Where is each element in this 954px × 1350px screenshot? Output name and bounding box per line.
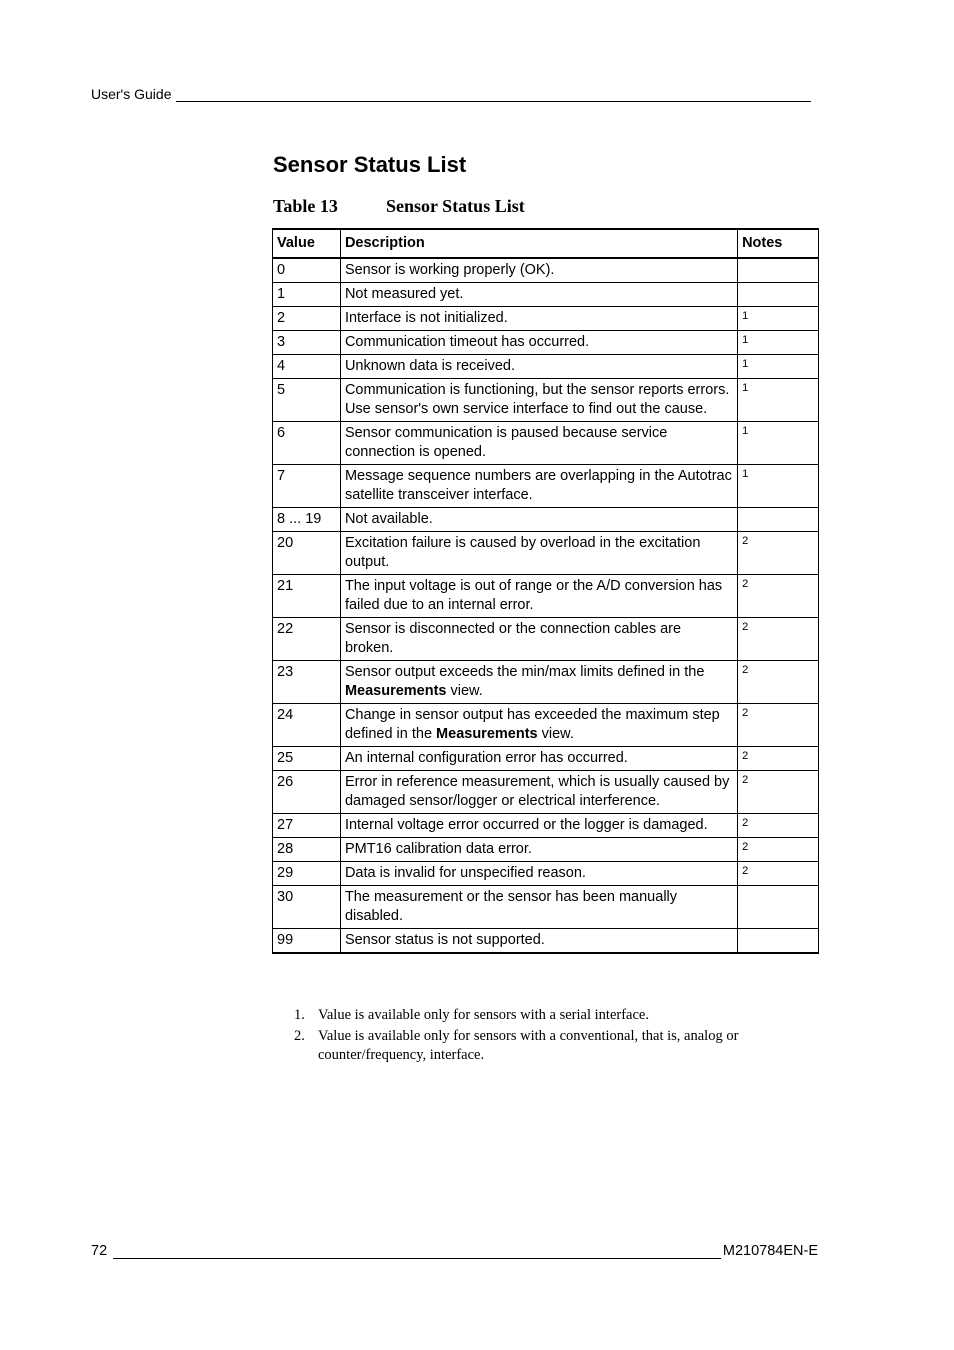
description-text: Sensor status is not supported. <box>344 932 545 948</box>
table-row <box>273 618 819 661</box>
page-number: 72 <box>91 1243 108 1259</box>
description-text: Sensor communication is paused because service connection is opened. <box>344 425 668 460</box>
status-description <box>340 379 737 422</box>
status-note: 2 <box>738 532 819 575</box>
status-description <box>340 355 737 379</box>
status-description <box>340 283 737 307</box>
status-note: 2 <box>738 747 819 771</box>
status-note: 1 <box>738 331 819 355</box>
sensor-status-table <box>272 228 819 954</box>
status-description <box>340 532 737 575</box>
description-text: Data is invalid for unspecified reason. <box>344 865 586 881</box>
document-code: M210784EN-E <box>722 1243 818 1259</box>
status-description <box>340 661 737 704</box>
status-description <box>340 886 737 929</box>
description-text: The measurement or the sensor has been manually disabled. <box>344 889 678 924</box>
description-text: The input voltage is out of range or the A/D conversion has failed due to an internal error. <box>344 578 723 613</box>
status-value: 20 <box>273 532 341 575</box>
footnote <box>294 1027 804 1066</box>
table-caption-number: Table 13 <box>273 196 338 216</box>
table-row <box>273 661 819 704</box>
table-row <box>273 508 819 532</box>
status-note: 2 <box>738 838 819 862</box>
footnote-number: 2. <box>294 1027 305 1044</box>
table-footnotes <box>294 1006 804 1067</box>
status-note: 1 <box>738 307 819 331</box>
table-row <box>273 283 819 307</box>
table-row <box>273 886 819 929</box>
status-value: 7 <box>273 465 341 508</box>
status-description <box>340 422 737 465</box>
description-text: Error in reference measurement, which is usually caused by damaged sensor/logger or electrical interference. <box>344 774 730 809</box>
table-row <box>273 771 819 814</box>
description-text: view. <box>537 726 574 742</box>
status-value: 0 <box>273 258 341 283</box>
description-text: Sensor is disconnected or the connection cables are broken. <box>344 621 682 656</box>
footnote-number: 1. <box>294 1007 305 1023</box>
status-description <box>340 704 737 747</box>
status-note: 1 <box>738 379 819 422</box>
description-text: Communication is functioning, but the sensor reports errors. Use sensor's own service interface to find out the cause. <box>344 382 730 417</box>
table-row <box>273 532 819 575</box>
table-row <box>273 422 819 465</box>
footnote-text: Value is available only for sensors with a serial interface. <box>318 1007 649 1023</box>
description-text: Not available. <box>344 511 433 527</box>
footnote-text: Value is available only for sensors with a conventional, that is, analog or counter/frequency, interface. <box>318 1027 739 1063</box>
table-caption-title: Sensor Status List <box>386 196 525 216</box>
table-caption <box>273 196 525 217</box>
status-value: 23 <box>273 661 341 704</box>
column-header-description: Description <box>340 229 737 258</box>
view-name: Measurements <box>344 683 447 699</box>
status-description <box>340 929 737 954</box>
table-row <box>273 929 819 954</box>
description-text: Excitation failure is caused by overload in the excitation output. <box>344 535 701 570</box>
section-title: Sensor Status List <box>273 152 467 177</box>
page-header <box>91 86 811 102</box>
status-value: 4 <box>273 355 341 379</box>
table-row <box>273 575 819 618</box>
table-row <box>273 747 819 771</box>
status-description <box>340 508 737 532</box>
status-note <box>738 508 819 532</box>
status-value: 8 ... 19 <box>273 508 341 532</box>
description-text: Not measured yet. <box>344 286 464 302</box>
description-text: Change in sensor output has exceeded the maximum step defined in the <box>344 707 720 742</box>
description-text: PMT16 calibration data error. <box>344 841 532 857</box>
status-note: 2 <box>738 618 819 661</box>
page-footer <box>91 1243 818 1259</box>
description-text: An internal configuration error has occurred. <box>344 750 628 766</box>
table-row <box>273 258 819 283</box>
status-value: 24 <box>273 704 341 747</box>
header-title: User's Guide <box>91 86 172 102</box>
status-note <box>738 258 819 283</box>
status-description <box>340 465 737 508</box>
status-note <box>738 283 819 307</box>
status-value: 25 <box>273 747 341 771</box>
description-text: Unknown data is received. <box>344 358 516 374</box>
table-row <box>273 704 819 747</box>
status-value: 27 <box>273 814 341 838</box>
status-note: 2 <box>738 862 819 886</box>
status-note: 1 <box>738 355 819 379</box>
status-description <box>340 258 737 283</box>
status-description <box>340 838 737 862</box>
status-description <box>340 575 737 618</box>
status-note: 2 <box>738 771 819 814</box>
description-text: Interface is not initialized. <box>344 310 508 326</box>
status-note <box>738 886 819 929</box>
status-note: 1 <box>738 422 819 465</box>
status-description <box>340 747 737 771</box>
header-rule <box>176 89 811 102</box>
status-value: 21 <box>273 575 341 618</box>
status-value: 3 <box>273 331 341 355</box>
description-text: view. <box>446 683 483 699</box>
status-value: 30 <box>273 886 341 929</box>
status-description <box>340 862 737 886</box>
status-note: 2 <box>738 704 819 747</box>
table-row <box>273 862 819 886</box>
table-row <box>273 465 819 508</box>
status-value: 28 <box>273 838 341 862</box>
status-note: 2 <box>738 661 819 704</box>
description-text: Communication timeout has occurred. <box>344 334 590 350</box>
table-row <box>273 838 819 862</box>
description-text: Sensor output exceeds the min/max limits defined in the <box>344 664 705 680</box>
status-note: 2 <box>738 575 819 618</box>
table-row <box>273 379 819 422</box>
status-note <box>738 929 819 954</box>
status-value: 5 <box>273 379 341 422</box>
status-description <box>340 814 737 838</box>
status-description <box>340 307 737 331</box>
status-description <box>340 331 737 355</box>
status-description <box>340 618 737 661</box>
status-value: 2 <box>273 307 341 331</box>
table-row <box>273 814 819 838</box>
footer-rule <box>113 1246 721 1259</box>
table-row <box>273 307 819 331</box>
status-value: 99 <box>273 929 341 954</box>
status-value: 26 <box>273 771 341 814</box>
table-header-row <box>273 229 819 258</box>
table-row <box>273 331 819 355</box>
description-text: Internal voltage error occurred or the logger is damaged. <box>344 817 708 833</box>
view-name: Measurements <box>436 726 538 742</box>
status-value: 6 <box>273 422 341 465</box>
footnote <box>294 1006 804 1026</box>
status-value: 22 <box>273 618 341 661</box>
column-header-notes: Notes <box>738 229 819 258</box>
status-note: 2 <box>738 814 819 838</box>
table-row <box>273 355 819 379</box>
status-value: 29 <box>273 862 341 886</box>
column-header-value: Value <box>273 229 341 258</box>
description-text: Message sequence numbers are overlapping in the Autotrac satellite transceiver interface. <box>344 468 732 503</box>
description-text: Sensor is working properly (OK). <box>344 262 555 278</box>
status-description <box>340 771 737 814</box>
status-value: 1 <box>273 283 341 307</box>
status-note: 1 <box>738 465 819 508</box>
